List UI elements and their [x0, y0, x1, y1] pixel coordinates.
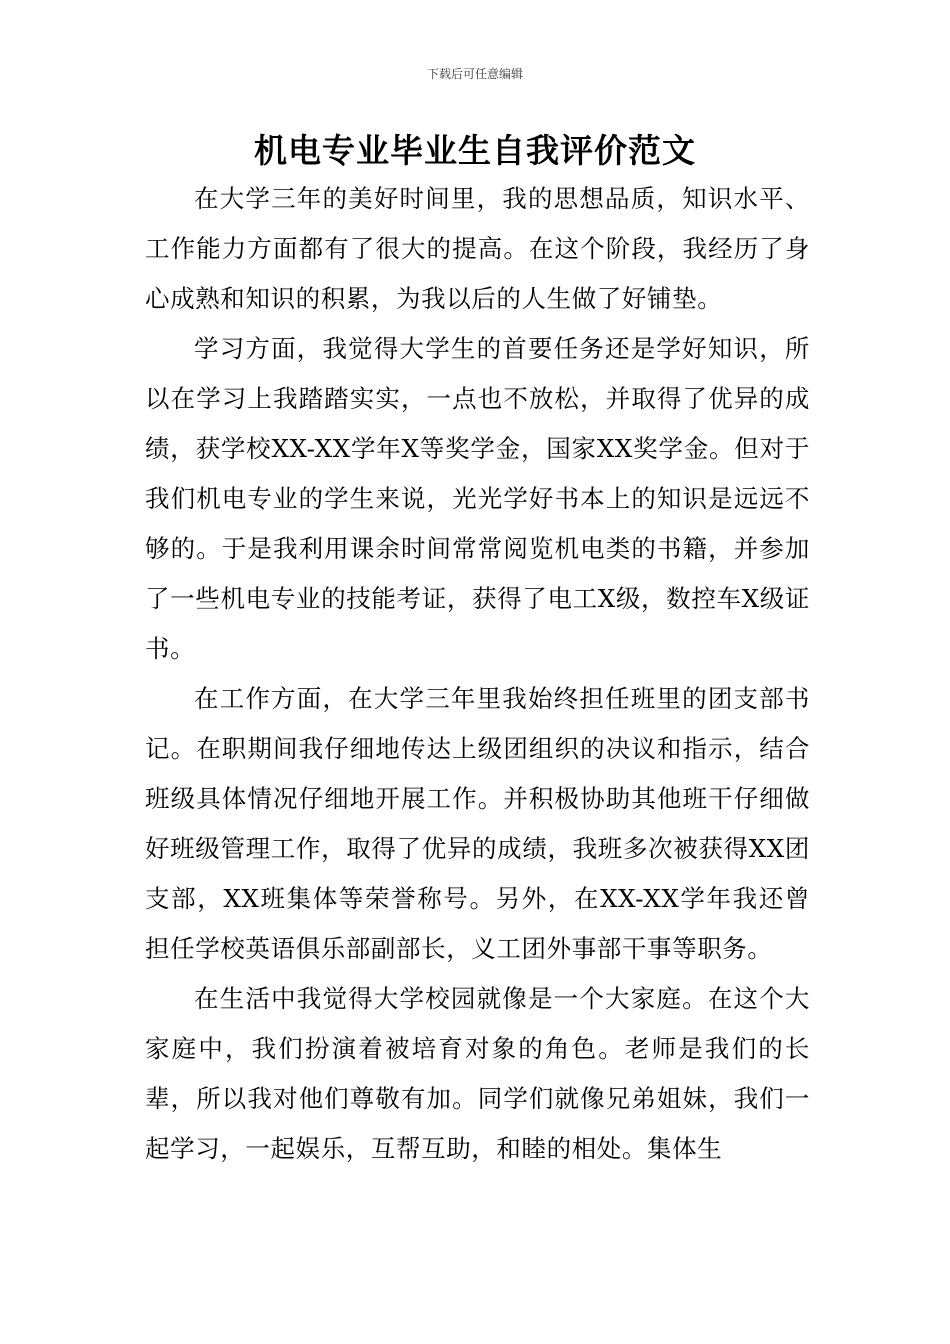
paragraph-life: 在生活中我觉得大学校园就像是一个大家庭。在这个大家庭中，我们扮演着被培育对象的角色。老师是我们的长辈，所以我对他们尊敬有加。同学们就像兄弟姐妹，我们一起学习，一起娱乐，互帮互助，和睦的相处。集体生 — [145, 984, 810, 1163]
paragraph-study: 学习方面，我觉得大学生的首要任务还是学好知识，所以在学习上我踏踏实实，一点也不放松，并取得了优异的成绩，获学校XX-XX学年X等奖学金，国家XX奖学金。但对于我们机电专业的学生来说，光光学好书本上的知识是远远不够的。于是我利用课余时间常常阅览机电类的书籍，并参加了一些机电专业的技能考证，获得了电工X级，数控车X级证书。 — [145, 334, 810, 663]
paragraph-intro: 在大学三年的美好时间里，我的思想品质，知识水平、工作能力方面都有了很大的提高。在这个阶段，我经历了身心成熟和知识的积累，为我以后的人生做了好铺垫。 — [145, 184, 810, 313]
document-title: 机电专业毕业生自我评价范文 — [254, 131, 696, 170]
header-note: 下载后可任意编辑 — [426, 67, 523, 81]
paragraph-work: 在工作方面，在大学三年里我始终担任班里的团支部书记。在职期间我仔细地传达上级团组织的决议和指示，结合班级具体情况仔细地开展工作。并积极协助其他班干仔细做好班级管理工作，取得了优异的成绩，我班多次被获得XX团支部，XX班集体等荣誉称号。另外，在XX-XX学年我还曾担任学校英语俱乐部副部长，义工团外事部干事等职务。 — [145, 684, 810, 963]
document-body — [145, 174, 810, 1174]
